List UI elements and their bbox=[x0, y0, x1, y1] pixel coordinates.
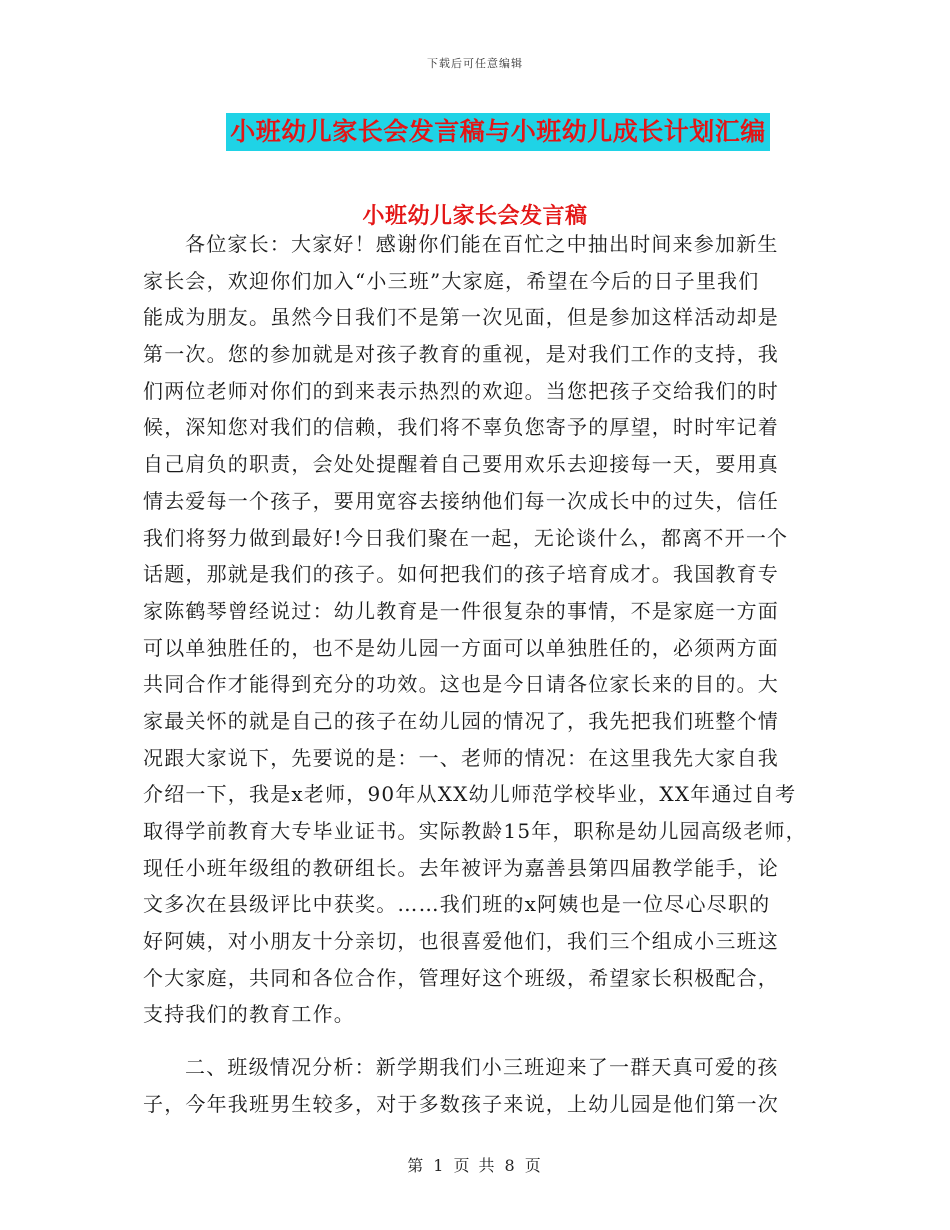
paragraph-line: 话题，那就是我们的孩子。如何把我们的孩子培育成才。我国教育专 bbox=[143, 562, 779, 587]
paragraph-line: 文多次在县级评比中获奖。……我们班的x阿姨也是一位尽心尽职的 bbox=[143, 892, 771, 917]
paragraph-line: 子，今年我班男生较多，对于多数孩子来说，上幼儿园是他们第一次 bbox=[143, 1091, 779, 1116]
paragraph-line: 能成为朋友。虽然今日我们不是第一次见面，但是参加这样活动却是 bbox=[143, 305, 779, 330]
section-title: 小班幼儿家长会发言稿 bbox=[362, 203, 588, 229]
paragraph-line: 现任小班年级组的教研组长。去年被评为嘉善县第四届教学能手，论 bbox=[143, 855, 779, 880]
main-title: 小班幼儿家长会发言稿与小班幼儿成长计划汇编 bbox=[226, 113, 770, 151]
paragraph-line: 候，深知您对我们的信赖，我们将不辜负您寄予的厚望，时时牢记着 bbox=[143, 415, 779, 440]
paragraph-gap bbox=[143, 1033, 813, 1049]
paragraph-line: 介绍一下，我是x老师，90年从XX幼儿师范学校毕业，XX年通过自考 bbox=[143, 782, 797, 807]
paragraph-line: 好阿姨，对小朋友十分亲切，也很喜爱他们，我们三个组成小三班这 bbox=[143, 929, 779, 954]
paragraph-line: 家最关怀的就是自己的孩子在幼儿园的情况了，我先把我们班整个情 bbox=[143, 708, 779, 733]
paragraph-line: 自己肩负的职责，会处处提醒着自己要用欢乐去迎接每一天，要用真 bbox=[143, 452, 779, 477]
paragraph-line: 情去爱每一个孩子，要用宽容去接纳他们每一次成长中的过失，信任 bbox=[143, 488, 779, 513]
paragraph-line: 个大家庭，共同和各位合作，管理好这个班级，希望家长积极配合， bbox=[143, 965, 779, 990]
paragraph-line: 可以单独胜任的，也不是幼儿园一方面可以单独胜任的，必须两方面 bbox=[143, 635, 779, 660]
body-text bbox=[143, 226, 813, 1123]
paragraph-line: 我们将努力做到最好!今日我们聚在一起，无论谈什么，都离不开一个 bbox=[143, 525, 789, 550]
footer-total-pages: 8 bbox=[504, 1156, 517, 1175]
footer-prefix: 第 bbox=[407, 1156, 426, 1175]
paragraph-line: 取得学前教育大专毕业证书。实际教龄15年，职称是幼儿园高级老师， bbox=[143, 819, 807, 843]
footer-mid: 页 共 bbox=[453, 1156, 497, 1175]
paragraph-line: 家陈鹤琴曾经说过：幼儿教育是一件很复杂的事情，不是家庭一方面 bbox=[143, 598, 779, 623]
footer-page-number: 1 bbox=[433, 1156, 446, 1175]
page-footer bbox=[0, 1153, 950, 1176]
paragraph-line: 支持我们的教育工作。 bbox=[143, 1002, 355, 1027]
paragraph-line: 家长会，欢迎你们加入“小三班”大家庭，希望在今后的日子里我们 bbox=[143, 268, 760, 293]
paragraph-line: 们两位老师对你们的到来表示热烈的欢迎。当您把孩子交给我们的时 bbox=[143, 378, 779, 403]
paragraph-line: 第一次。您的参加就是对孩子教育的重视，是对我们工作的支持，我 bbox=[143, 342, 779, 367]
paragraph-line: 况跟大家说下，先要说的是：一、老师的情况：在这里我先大家自我 bbox=[143, 745, 779, 770]
main-title-container bbox=[0, 113, 950, 151]
header-note: 下载后可任意编辑 bbox=[427, 57, 523, 70]
paragraph-line: 二、班级情况分析：新学期我们小三班迎来了一群天真可爱的孩 bbox=[185, 1055, 779, 1080]
paragraph-line: 共同合作才能得到充分的功效。这也是今日请各位家长来的目的。大 bbox=[143, 672, 779, 697]
paragraph-line: 各位家长：大家好！感谢你们能在百忙之中抽出时间来参加新生 bbox=[185, 232, 779, 256]
footer-suffix: 页 bbox=[524, 1156, 543, 1175]
